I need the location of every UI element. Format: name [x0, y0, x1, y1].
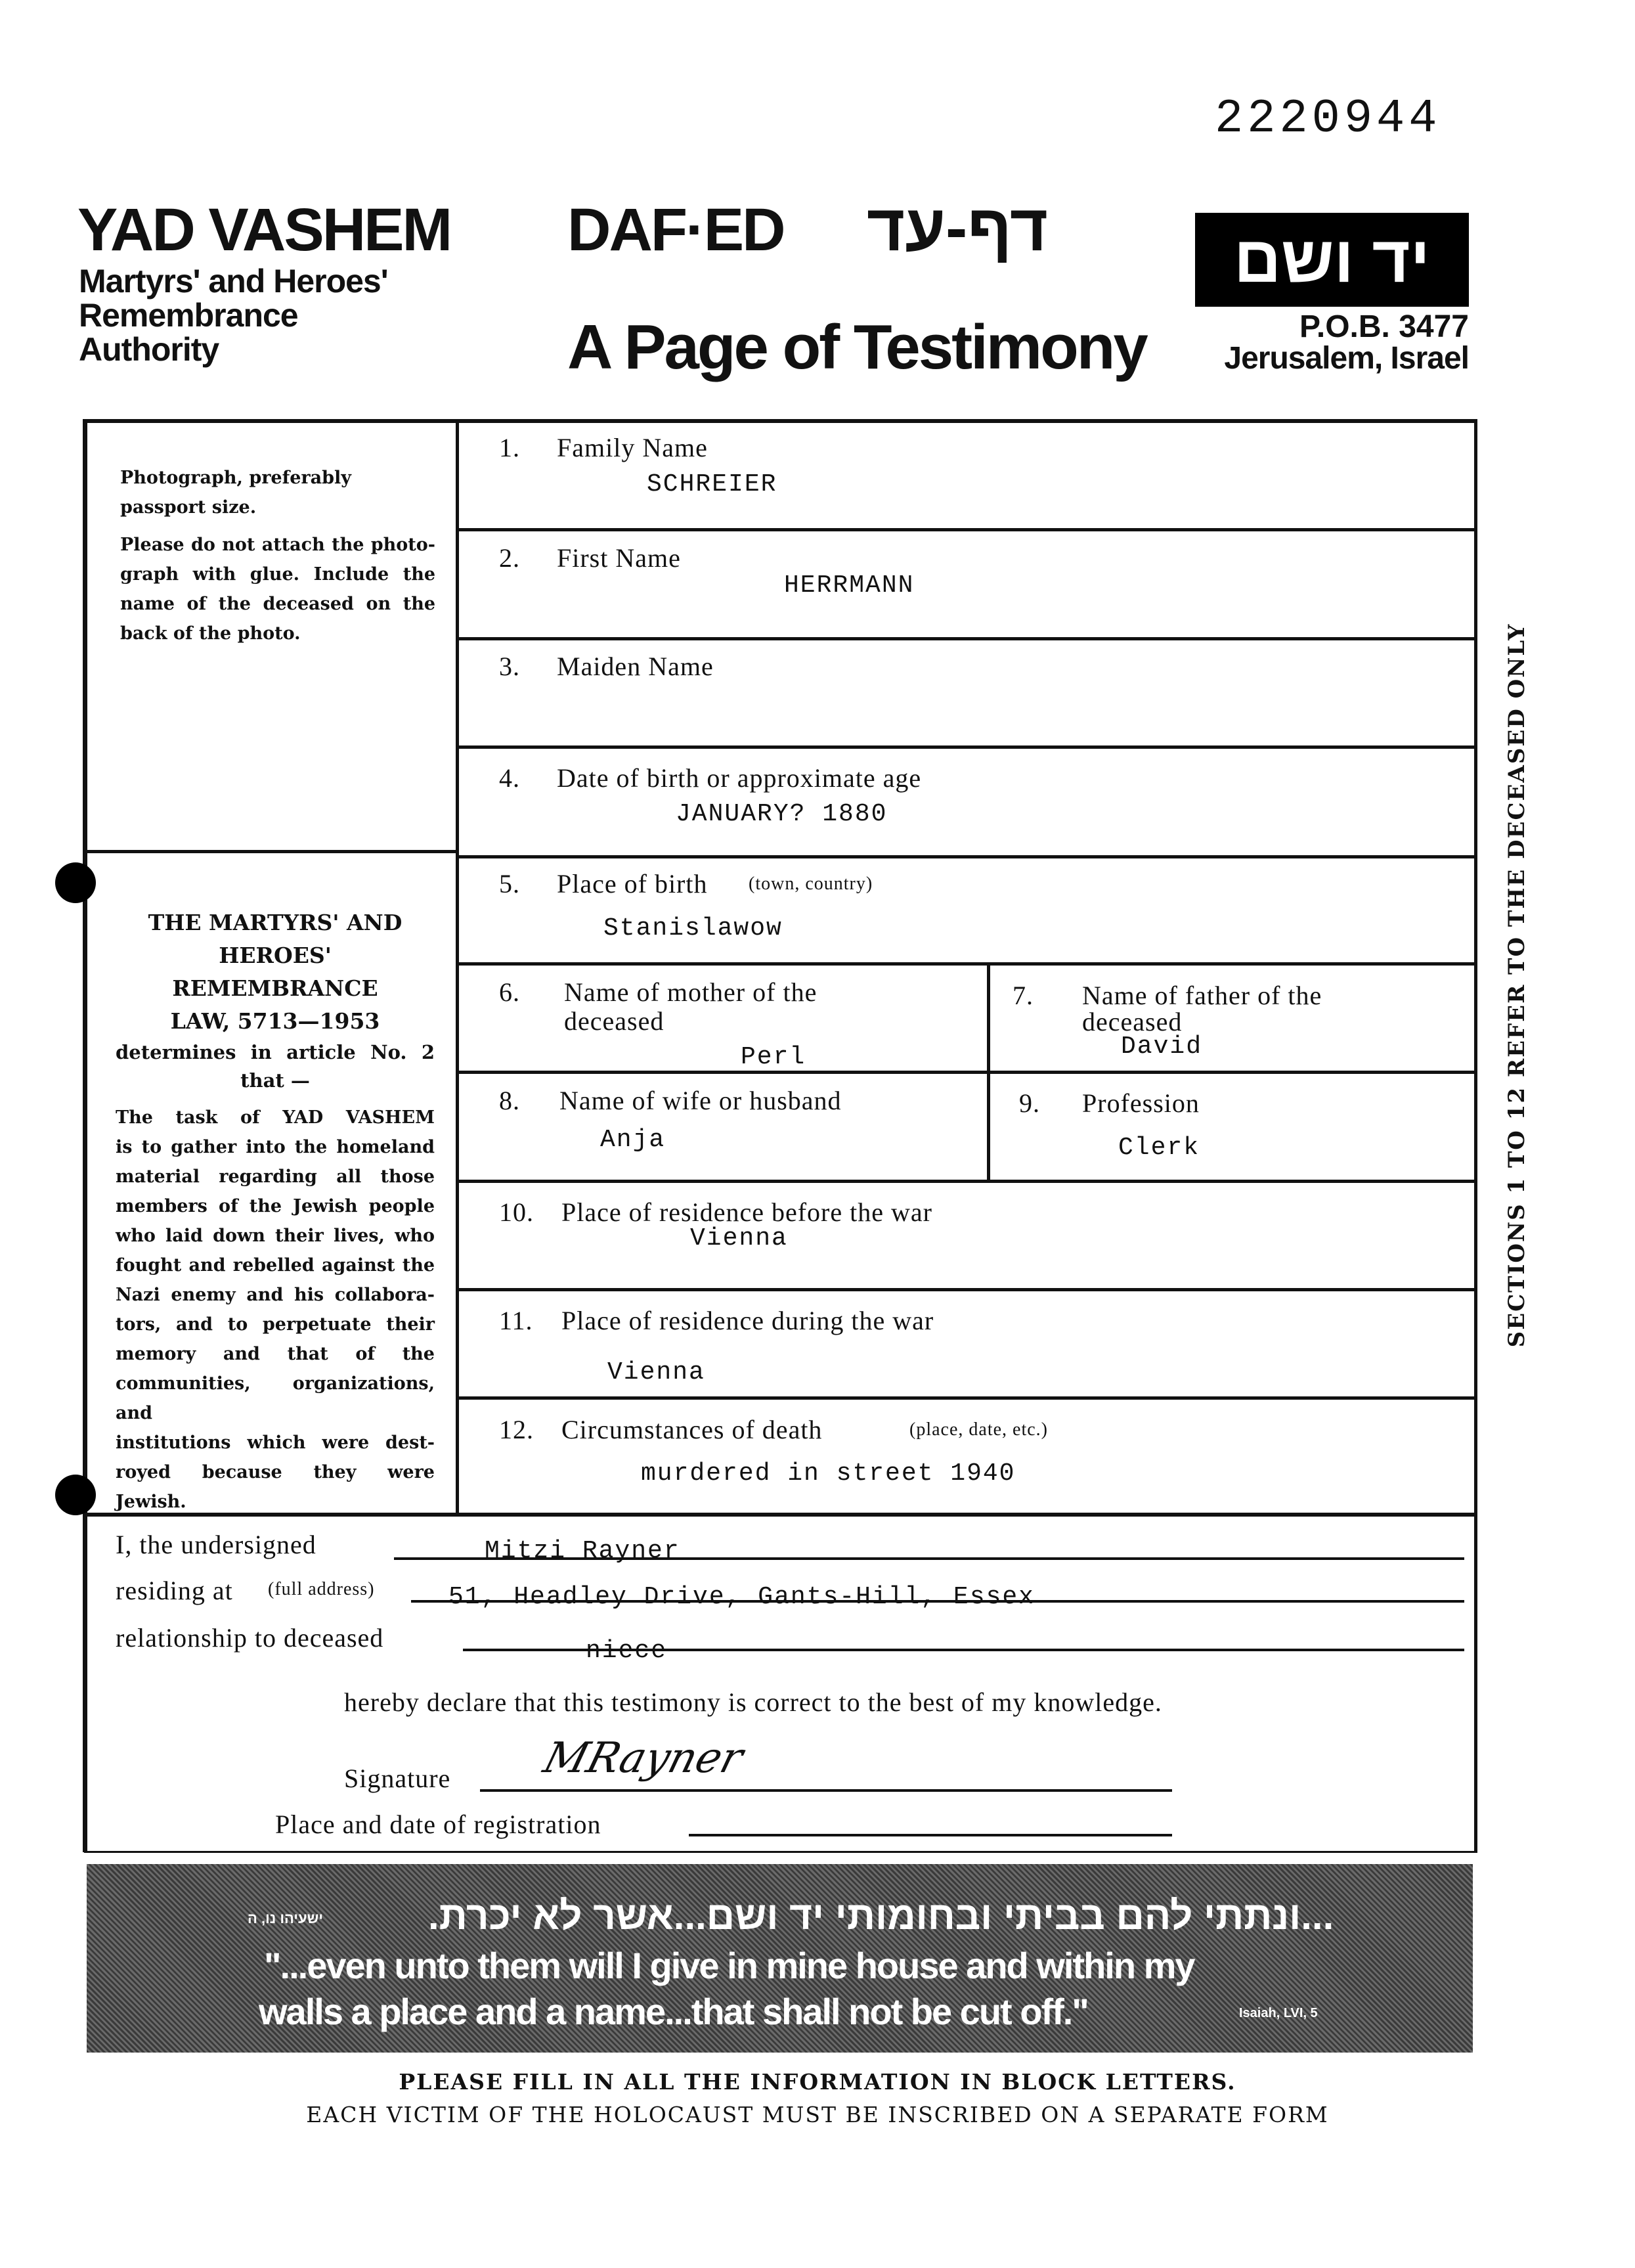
signature-value[interactable]: MRayner — [538, 1734, 749, 1783]
field-hint: (town, country) — [749, 874, 873, 894]
field-number: 5. — [499, 869, 520, 899]
law-body-line: memory and that of the — [116, 1344, 435, 1364]
law-title-line: THE MARTYRS' AND — [148, 910, 403, 935]
residing-hint: (full address) — [268, 1579, 375, 1599]
form-left-border — [83, 419, 87, 1852]
law-title-line: HEROES' REMEMBRANCE — [172, 943, 378, 1001]
column-divider — [456, 419, 459, 1515]
field-label: Date of birth or approximate age — [557, 763, 922, 793]
field-value[interactable]: Vienna — [607, 1358, 705, 1387]
city: Jerusalem, Israel — [1224, 341, 1469, 376]
footer-instruction: PLEASE FILL IN ALL THE INFORMATION IN BLOCK LETTERS. — [399, 2069, 1236, 2095]
law-body-line: fought and rebelled against the — [116, 1255, 435, 1276]
declaration-statement: hereby declare that this testimony is correct to the best of my knowledge. — [344, 1687, 1162, 1717]
field-label: Place of birth — [557, 869, 708, 899]
law-body-line: communities, organizations, and — [116, 1373, 435, 1423]
field-value[interactable]: murdered in street 1940 — [641, 1459, 1016, 1488]
row-line — [456, 637, 1477, 640]
punch-hole-icon — [55, 1475, 96, 1515]
form-right-border — [1474, 419, 1477, 1852]
law-body-line: institutions which were dest- — [116, 1433, 435, 1453]
photo-note-line: Photograph, preferably — [120, 468, 351, 488]
logo-hebrew-text: יד ושם — [1234, 223, 1430, 296]
row-line — [456, 855, 1477, 858]
field-number: 11. — [499, 1306, 533, 1335]
side-note: SECTIONS 1 TO 12 REFER TO THE DECEASED ONLY — [1504, 623, 1530, 1348]
law-body-line: royed because they were Jewish. — [116, 1462, 435, 1512]
field-label: Profession — [1082, 1088, 1200, 1118]
law-body-line: who laid down their lives, who — [116, 1226, 435, 1246]
field-label: Circumstances of death — [561, 1415, 823, 1444]
law-body-line: is to gather into the homeland — [116, 1137, 435, 1157]
field-number: 3. — [499, 652, 520, 681]
field-number: 8. — [499, 1086, 520, 1115]
field-value[interactable]: SCHREIER — [647, 470, 777, 499]
row-line — [456, 962, 1477, 966]
row-line — [456, 745, 1477, 749]
field-number: 12. — [499, 1415, 534, 1444]
banner-line: walls a place and a name...that shall not be cut off." — [259, 1991, 1088, 2032]
law-body-line: The task of YAD VASHEM — [116, 1107, 435, 1128]
banner-hebrew: ...ונתתי להם בביתי ובחומותי יד ושם...אשר לא יכרת. — [428, 1894, 1334, 1938]
org-sub-line: Authority — [79, 331, 219, 368]
mid-divider — [987, 962, 990, 1180]
field-value[interactable]: Anja — [600, 1126, 666, 1154]
law-body-line: Nazi enemy and his collabora- — [116, 1285, 435, 1305]
field-label: Maiden Name — [557, 652, 714, 681]
field-label: Name of father of the — [1082, 981, 1322, 1010]
residing-value[interactable]: 51, Headley Drive, Gants-Hill, Essex — [448, 1583, 1035, 1611]
field-value[interactable]: HERRMANN — [784, 571, 915, 600]
law-body-line: members of the Jewish people — [116, 1196, 435, 1216]
form-top-border — [84, 419, 1477, 423]
field-value[interactable]: Perl — [741, 1043, 806, 1071]
banner-hebrew-ref: ישעיהו נו, ה — [248, 1910, 323, 1926]
field-number: 9. — [1019, 1088, 1040, 1118]
field-number: 2. — [499, 543, 520, 573]
org-name: YAD VASHEM — [77, 196, 451, 263]
footer-instruction: EACH VICTIM OF THE HOLOCAUST MUST BE INSCRIBED ON A SEPARATE FORM — [306, 2102, 1329, 2127]
org-sub-line: Remembrance — [79, 297, 298, 334]
page-title: A Page of Testimony — [567, 312, 1146, 382]
field-value[interactable]: Stanislawow — [603, 914, 783, 943]
registration-label: Place and date of registration — [275, 1810, 601, 1839]
punch-hole-icon — [55, 862, 96, 903]
field-label: Place of residence during the war — [561, 1306, 934, 1335]
org-subtitle — [79, 264, 388, 367]
registration-line — [689, 1834, 1172, 1836]
law-intro-line: that — — [240, 1069, 310, 1092]
law-body-line: tors, and to perpetuate their — [116, 1314, 435, 1335]
field-label: deceased — [564, 1006, 665, 1036]
photo-note-line: Please do not attach the photo- — [120, 535, 435, 555]
field-value[interactable]: David — [1121, 1033, 1203, 1061]
field-label: First Name — [557, 543, 681, 573]
law-intro-line: determines in article No. 2 — [116, 1041, 435, 1063]
photo-note-line: back of the photo. — [120, 623, 301, 644]
undersigned-value[interactable]: Mitzi Rayner — [485, 1537, 680, 1565]
field-label: Place of residence before the war — [561, 1197, 932, 1227]
field-number: 1. — [499, 433, 520, 462]
photo-note-line: graph with glue. Include the — [120, 564, 435, 585]
banner-ref: Isaiah, LVI, 5 — [1239, 2006, 1318, 2020]
scripture-banner — [87, 1864, 1473, 2053]
signature-label: Signature — [344, 1764, 451, 1793]
row-line — [456, 1288, 1477, 1291]
residing-label: residing at — [116, 1576, 233, 1605]
law-title-line: LAW, 5713—1953 — [170, 1008, 380, 1034]
po-box: P.O.B. 3477 — [1299, 309, 1469, 344]
org-sub-line: Martyrs' and Heroes' — [79, 263, 388, 300]
field-value[interactable]: JANUARY? 1880 — [676, 800, 888, 828]
photo-note-line: name of the deceased on the — [120, 594, 435, 614]
photo-instructions — [120, 463, 435, 648]
relationship-label: relationship to deceased — [116, 1623, 384, 1653]
row-line — [456, 1180, 1477, 1183]
field-number: 10. — [499, 1197, 534, 1227]
law-body-line: material regarding all those — [116, 1167, 435, 1187]
law-text — [116, 906, 435, 1517]
document-number: 2220944 — [1215, 92, 1441, 146]
field-hint: (place, date, etc.) — [909, 1419, 1048, 1440]
field-value[interactable]: Vienna — [690, 1224, 788, 1253]
form-bottom-border — [84, 1851, 1477, 1853]
field-value[interactable]: Clerk — [1118, 1134, 1200, 1162]
relationship-value[interactable]: niece — [586, 1637, 668, 1665]
daf-ed-title: DAF·ED — [567, 196, 784, 263]
daf-ed-hebrew: דף-עד — [867, 191, 1049, 265]
photo-note-line: passport size. — [120, 497, 257, 518]
field-label: Name of mother of the — [564, 977, 817, 1007]
left-column-divider — [84, 850, 456, 853]
row-line — [456, 528, 1477, 531]
field-label: deceased — [1082, 1007, 1183, 1036]
row-line — [456, 1396, 1477, 1400]
field-label: Family Name — [557, 433, 708, 462]
yad-vashem-logo — [1195, 213, 1469, 307]
signature-line — [480, 1789, 1172, 1792]
row-line — [456, 1071, 1477, 1074]
banner-line: "...even unto them will I give in mine house and within my — [264, 1945, 1194, 1986]
undersigned-label: I, the undersigned — [116, 1530, 316, 1559]
field-label: Name of wife or husband — [559, 1086, 842, 1115]
field-number: 7. — [1013, 981, 1034, 1010]
field-number: 4. — [499, 763, 520, 793]
field-number: 6. — [499, 977, 520, 1007]
